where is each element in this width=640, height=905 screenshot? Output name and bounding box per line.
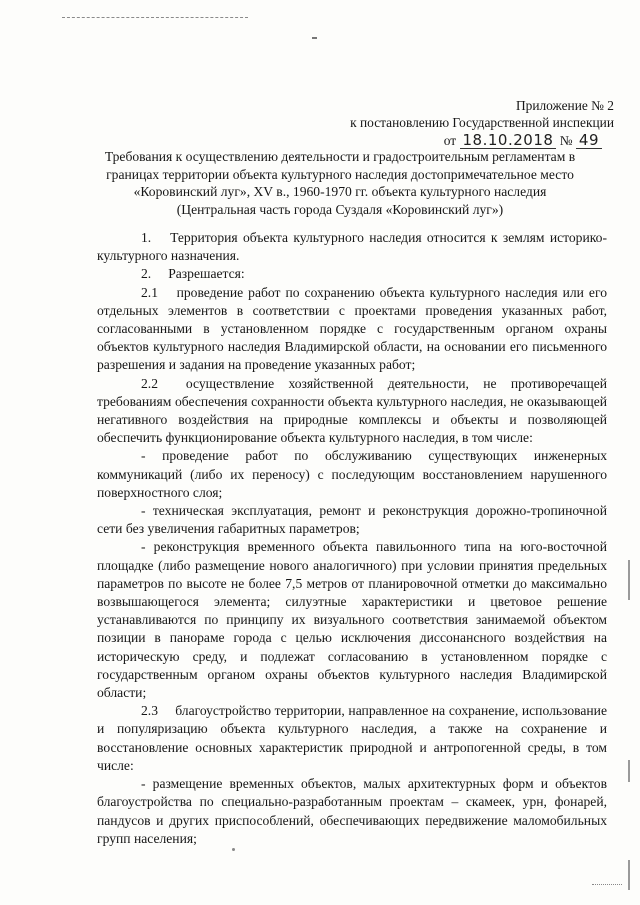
appendix-subtitle: к постановлению Государственной инспекции [350, 115, 614, 130]
scan-artifact-dot [232, 848, 235, 851]
appendix-title: Приложение № 2 [515, 98, 614, 113]
scan-artifact-edge [628, 760, 630, 782]
document-title [90, 148, 590, 218]
list-item: - размещение временных объектов, малых архитектурных форм и объектов благоустройства по специально-разработанным проектам – скамеек, урн, фонарей, пандусов и других приспособлений, обеспечивающих передвижение маломобильных групп населения; [97, 776, 607, 846]
title-line: (Центральная часть города Суздаля «Коровинский луг») [176, 201, 504, 217]
scan-artifact-bottom [592, 884, 622, 885]
paragraph-2: 2. Разрешается: [141, 266, 245, 282]
title-line: Требования к осуществлению деятельности и градостроительным регламентам в [104, 149, 576, 164]
paragraph-2-3: 2.3 благоустройство территории, направленное на сохранение, использование и популяризацию объекта культурного наследия, а также на сохранение и восстановление основных характеристик природной и антропогенной среды, в том числе: [97, 703, 607, 773]
paragraph-2-1: 2.1 проведение работ по сохранению объекта культурного наследия или его отдельных элементов в соответствии с проектами проведения указанных работ, согласованными в установленном порядке с государственным органом охраны объектов культурного наследия Владимирской области, на основании его письменного разрешения и задания на проведение указанных работ; [97, 284, 607, 373]
list-item: - реконструкция временного объекта павильонного типа на юго-восточной площадке (либо размещение нового аналогичного) при условии принятия предельных параметров по высоте не более 7,5 метров от планировочной отметки до максимально возвышающегося элемента; силуэтные характеристики и цветовое решение устанавливаются по принципу их визуального соответствия занимаемой объектом позиции в панораме города с целью исключения диссонансного воздействия на историческую среду, и подлежат согласованию в установленном порядке с государственным органом охраны объектов культурного наследия Владимирской области; [97, 539, 607, 701]
document-body [97, 229, 607, 848]
paragraph-2-2: 2.2 осуществление хозяйственной деятельности, не противоречащей требованиям обеспечения сохранности объекта культурного наследия, не оказывающей негативного воздействия на природные комплексы и объекты и позволяющей обеспечить функционирование объекта культурного наследия, в том числе: [97, 375, 607, 446]
scan-artifact-top-line [62, 17, 248, 18]
paragraph-1: 1. Территория объекта культурного наследия относится к землям историко-культурного назначения. [97, 230, 607, 264]
list-item: - проведение работ по обслуживанию существующих инженерных коммуникаций (либо их переносу) с последующим восстановлением нарушенного поверхностного слоя; [97, 448, 607, 500]
title-line: «Коровинский луг», XV в., 1960-1970 гг. объекта культурного наследия [133, 184, 547, 199]
date-number-line [444, 133, 602, 149]
scan-artifact-edge [628, 860, 630, 890]
scan-artifact-edge [628, 560, 630, 600]
handwritten-number: 49 [576, 133, 602, 149]
number-prefix: № [559, 133, 573, 148]
handwritten-date: 18.10.2018 [460, 133, 557, 149]
list-item: - техническая эксплуатация, ремонт и реконструкция дорожно-тропиночной сети без увеличения габаритных параметров; [97, 503, 607, 537]
title-line: границах территории объекта культурного наследия достопримечательное место [106, 166, 574, 182]
appendix-header [350, 97, 614, 131]
date-prefix: от [443, 133, 457, 148]
scan-artifact-mark [312, 37, 317, 39]
